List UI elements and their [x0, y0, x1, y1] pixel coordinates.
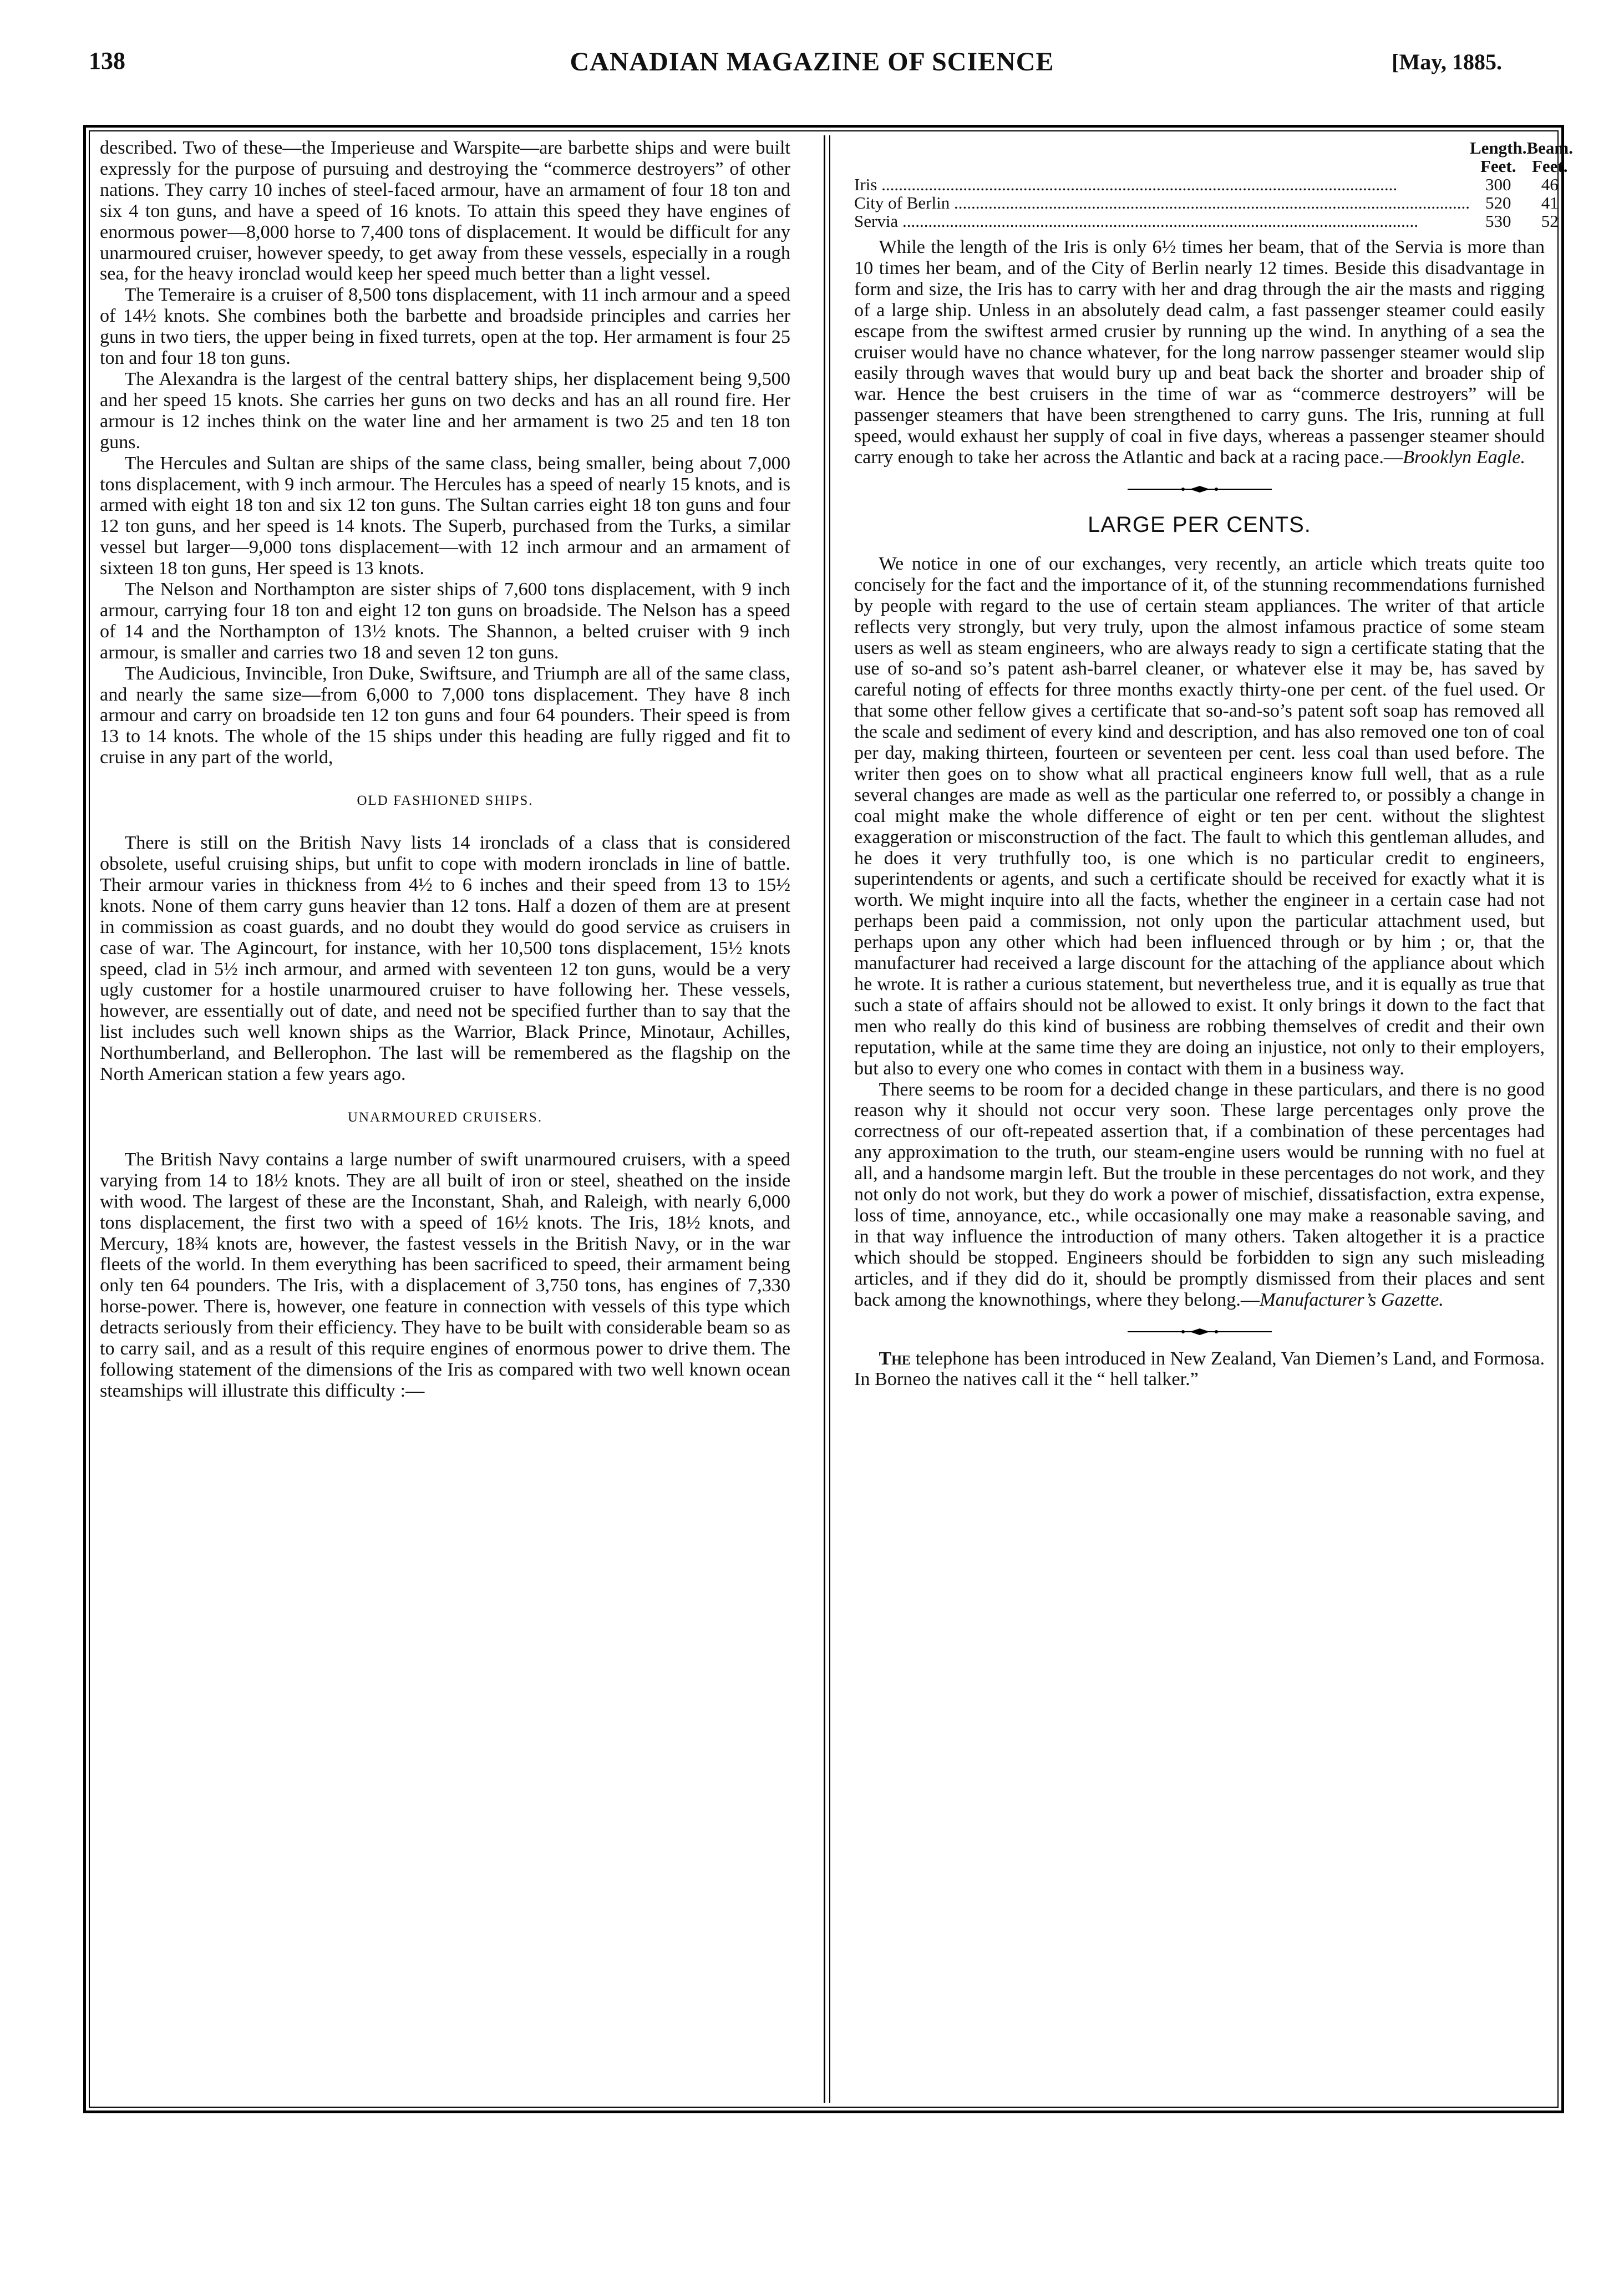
table-header-blank [854, 157, 1470, 175]
ship-beam: 46 [1541, 175, 1559, 194]
running-title: CANADIAN MAGAZINE OF SCIENCE [570, 47, 1054, 77]
ship-name: City of Berlin ........................................................................................................................ [854, 193, 1470, 212]
issue-date: [May, 1885. [1392, 49, 1502, 74]
paragraph: The British Navy contains a large number of swift unarmoured cruisers, with a speed varying from 14 to 18½ knots. They are all built of iron or steel, sheathed on the inside with wood. The largest of these are the Inconstant, Shah, and Raleigh, with nearly 6,000 tons displacement, the first two with a speed of 16½ knots. The Iris, 18½ knots, and Mercury, 18¾ knots are, however, the fastest vessels in the British Navy, or in the war fleets of the world. In them everything has been sacrificed to speed, their armament being only ten 64 pounders. The Iris, with a displacement of 3,750 tons, has engines of 7,330 horse-power. There is, however, one feature in connection with vessels of this type which detracts seriously from their efficiency. They have to be built with considerable beam so as to carry sail, and as a result of this require engines of enormous power to drive them. The following statement of the dimensions of the Iris as compared with two well known ocean steamships will illustrate this difficulty :— [100, 1149, 790, 1401]
ornamental-divider [1128, 485, 1272, 494]
section-title: LARGE PER CENTS. [1088, 512, 1311, 537]
column-rule [824, 135, 825, 2103]
ship-name: Servia ........................................................................................................................ [854, 211, 1418, 231]
right-column [854, 138, 1573, 2101]
table-unit: Feet. [1480, 156, 1516, 176]
page-number: 138 [89, 47, 125, 74]
dimensions-table [854, 139, 1573, 230]
paragraph: The Nelson and Northampton are sister ships of 7,600 tons displacement, with 9 inch armour, carrying four 18 ton and eight 12 ton guns on broadside. The Nelson has a speed of 14 and the Northampton of 13½ knots. The Shannon, a belted cruiser with 9 inch armour, is smaller and carries two 18 and seven 12 ton guns. [100, 579, 790, 663]
table-header: Beam. [1526, 138, 1573, 158]
ship-beam: 41 [1541, 193, 1559, 212]
paragraph: There seems to be room for a decided change in these particulars, and there is no good reason why it should not occur very soon. These large percentages only prove the correctness of our oft-repeated assertion that, if a combination of these percentages had any approximation to the truth, our steam-engine users would be running with no fuel at all, and a handsome margin left. But the trouble in these percentages do not work, and they not only do not work, but they do work a power of mischief, dissatisfaction, extra expense, loss of time, annoyance, etc., while occasionally one may make a reasonable saving, and in that way influence the introduction of many others. Taken altogether it is a practice which should be stopped. Engineers should be forbidden to sign any such misleading articles, and if they did do it, should be promptly dismissed from their places and sent back among the knownothings, where they belong.—Manufacturer’s Gazette. [854, 1079, 1545, 1310]
page-frame [83, 125, 1573, 2113]
paragraph: We notice in one of our exchanges, very recently, an article which treats quite too concisely for the fact and the importance of it, of the stunning recommendations furnished by people with regard to the use of certain steam appliances. The writer of that article reflects very strongly, but very truly, upon the almost infamous practice of some steam users as well as steam engineers, who are always ready to sign a certificate stating that the use of so-and so’s patent ash-barrel cleaner, or whatever else it may be, has saved by careful noting of effects for three months exactly thirty-one per cent. of the fuel used. Or that some other fellow gives a certificate that so-and-so’s patent soft soap has removed all the scale and sediment of every kind and description, and has also removed one ton of coal per day, making thirteen, fourteen or seventeen per cent. less coal than used before. The writer then goes on to show what all practical engineers know full well, that as a rule several changes are made as well as the particular one referred to, or possibly a change in coal might make the whole difference of eight or ten per cent. without the slightest exaggeration or misconstruction of the fact. The fault to which this gentleman alludes, and he does it very truthfully too, is one which is no particular credit to engineers, superintendents or agents, and such a certificate should be received for exactly what it is worth. We might inquire into all the facts, whether the engineer in a certain case had not perhaps been paid a commission, not only upon the particular attachment used, but perhaps upon any other which had been influenced through or by him ; or, that the manufacturer had received a large discount for the attaching of the appliance about which he wrote. It is rather a curious statement, but nevertheless true, and it is equally as true that such a state of affairs should not be allowed to exist. It only brings it down to the fact that men who really do this kind of business are robbing themselves of credit and their own reputation, while at the same time they are doing an injustice, not only to their employers, but also to every one who comes in contact with them in a business way. [854, 553, 1545, 1079]
table-header-blank [854, 139, 1470, 157]
ship-name: Iris ........................................................................................................................ [854, 175, 1398, 194]
table-row [854, 194, 1573, 212]
table-header: Length. [1469, 138, 1527, 158]
paragraph: The Audicious, Invincible, Iron Duke, Swiftsure, and Triumph are all of the same class, and nearly the same size—from 6,000 to 7,000 tons displacement. They have 8 inch armour and carry on broadside ten 12 ton guns and four 64 pounders. Their speed is from 13 to 14 knots. The whole of the 15 ships under this heading are fully rigged and fit to cruise in any part of the world, [100, 663, 790, 768]
dot-leader: ........................................................................................................................ [877, 175, 1398, 194]
paragraph: There is still on the British Navy lists 14 ironclads of a class that is considered obsolete, useful cruising ships, but unfit to cope with modern ironclads in line of battle. Their armour varies in thickness from 4½ to 6 inches and their speed from 13 to 15½ knots. None of them carry guns heavier than 12 tons. Half a dozen of them are at present in commission as coast guards, and no doubt they would do good service as cruisers in case of war. The Agincourt, for instance, with her 10,500 tons displacement, 15½ knots speed, clad in 5½ inch armour, and armed with seventeen 12 ton guns, would be a very ugly customer for a hostile unarmoured cruiser to have following her. These vessels, however, are essentially out of date, and need not be specified further than to say that the list includes such well known ships as the Warrior, Black Prince, Minotaur, Achilles, Northumberland, and Bellerophon. The last will be remembered as the flagship on the North American station a few years ago. [100, 833, 790, 1085]
column-rule [829, 135, 830, 2103]
paragraph: The Alexandra is the largest of the central battery ships, her displacement being 9,500 and her speed 15 knots. She carries her guns on two decks and has an all round fire. Her armour is 12 inches think on the water line and her armament is two 25 and ten 18 ton guns. [100, 368, 790, 453]
left-column [100, 138, 790, 2101]
subheading: OLD FASHIONED SHIPS. [357, 793, 534, 809]
table-row [854, 212, 1573, 230]
ship-length: 520 [1485, 193, 1511, 212]
lead-word: The [879, 1348, 911, 1369]
paragraph: The Hercules and Sultan are ships of the same class, being smaller, being about 7,000 tons displacement, with 9 inch armour. The Hercules has a speed of nearly 15 knots, and is armed with eight 18 ton and six 12 ton guns. The Sultan carries eight 18 ton guns and four 12 ton guns, and her speed is 14 knots. The Superb, purchased from the Turks, a similar vessel but larger—9,000 tons displacement—with 12 inch armour and an armament of sixteen 18 ton guns, Her speed is 13 knots. [100, 453, 790, 579]
ship-beam: 52 [1541, 211, 1559, 231]
ship-length: 530 [1485, 211, 1511, 231]
table-unit: Feet. [1531, 156, 1568, 176]
source-credit: Brooklyn Eagle. [1403, 447, 1525, 468]
dot-leader: ........................................................................................................................ [950, 193, 1470, 212]
paragraph: The telephone has been introduced in New Zealand, Van Diemen’s Land, and Formosa. In Borneo the natives call it the “ hell talker.” [854, 1348, 1545, 1390]
table-row [854, 175, 1573, 194]
paragraph: described. Two of these—the Imperieuse and Warspite—are barbette ships and were built expressly for the purpose of pursuing and destroying the “commerce destroyers” of other nations. They carry 10 inches of steel-faced armour, have an armament of four 18 ton and six 4 ton guns, and have a speed of 16 knots. To attain this speed they have engines of enormous power—8,000 horse to 7,400 tons of displacement. It would be difficult for any unarmoured cruiser, however speedy, to get away from these vessels, especially in a rough sea, for the heavy ironclad would keep her speed much better than a light vessel. [100, 138, 790, 285]
subheading: UNARMOURED CRUISERS. [347, 1109, 543, 1125]
source-credit: Manufacturer’s Gazette. [1260, 1289, 1444, 1310]
ship-length: 300 [1485, 175, 1511, 194]
paragraph: The Temeraire is a cruiser of 8,500 tons displacement, with 11 inch armour and a speed of 14½ knots. She combines both the barbette and broadside principles and carries her guns in two tiers, the upper being in fixed turrets, open at the top. Her armament is four 25 ton and four 18 ton guns. [100, 285, 790, 369]
ornamental-divider [1128, 1327, 1272, 1336]
dot-leader: ........................................................................................................................ [898, 211, 1418, 231]
paragraph: While the length of the Iris is only 6½ times her beam, that of the Servia is more than 10 times her beam, and of the City of Berlin nearly 12 times. Beside this disadvantage in form and size, the Iris has to carry with her and drag through the air the masts and rigging of a large ship. Unless in an absolutely dead calm, a fast passenger steamer could easily escape from the swiftest armed crusier by running up the wind. In anything of a sea the cruiser would have no chance whatever, for the long narrow passenger steamer would slip easily through waves that would bury up and beat back the shorter and broader ship of war. Hence the best cruisers in the time of war as “commerce destroyers” will be passenger steamers that have been strengthened to carry guns. The Iris, running at full speed, would exhaust her supply of coal in five days, whereas a passenger steamer should carry enough to take her across the Atlantic and back at a racing pace.—Brooklyn Eagle. [854, 237, 1545, 468]
